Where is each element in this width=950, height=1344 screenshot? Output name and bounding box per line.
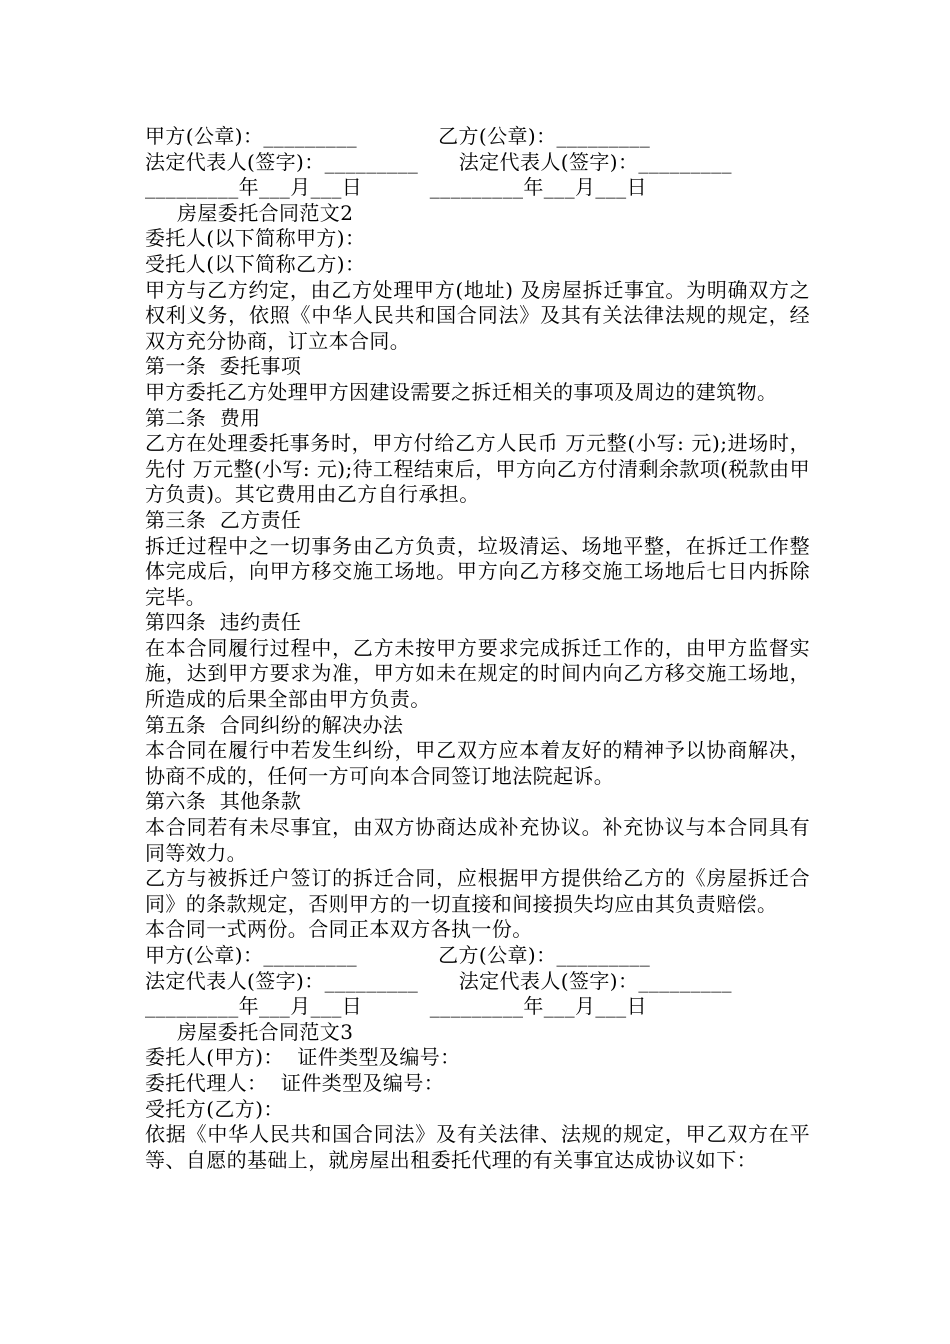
contract-3-proxy: 委托代理人： 证件类型及编号： — [145, 1070, 445, 1095]
document-body — [145, 124, 810, 1173]
signature-representative-line: 法定代表人(签字)：_________ 法定代表人(签字)：_________ — [145, 149, 732, 174]
copies-note: 本合同一式两份。合同正本双方各执一份。 — [145, 917, 533, 942]
article-5-text: 本合同在履行中若发生纠纷，甲乙双方应本着友好的精神予以协商解决，协商不成的，任何一方可向本合同签订地法院起诉。 — [145, 738, 810, 788]
contract-3-agent: 受托方(乙方)： — [145, 1096, 284, 1121]
contract-2-principal: 委托人(以下简称甲方)： — [145, 226, 366, 251]
signature-date-line: _________年___月___日 _________年___月___日 — [145, 175, 647, 200]
article-1-title: 第一条 委托事项 — [145, 354, 302, 379]
article-3-title: 第三条 乙方责任 — [145, 507, 302, 532]
contract-3-intro: 依据《中华人民共和国合同法》及有关法律、法规的规定，甲乙双方在平等、自愿的基础上，就房屋出租委托代理的有关事宜达成协议如下： — [145, 1122, 810, 1172]
article-6-text-2: 乙方与被拆迁户签订的拆迁合同，应根据甲方提供给乙方的《房屋拆迁合同》的条款规定，否则甲方的一切直接和间接损失均应由其负责赔偿。 — [145, 866, 810, 916]
article-3-text: 拆迁过程中之一切事务由乙方负责，垃圾清运、场地平整，在拆迁工作整体完成后，向甲方移交施工场地。甲方向乙方移交施工场地后七日内拆除完毕。 — [145, 533, 810, 609]
contract-2-intro: 甲方与乙方约定，由乙方处理甲方(地址) 及房屋拆迁事宜。为明确双方之权利义务，依照《中华人民共和国合同法》及其有关法律法规的规定，经双方充分协商，订立本合同。 — [145, 277, 810, 353]
article-6-text-1: 本合同若有未尽事宜，由双方协商达成补充协议。补充协议与本合同具有同等效力。 — [145, 815, 810, 865]
contract-2-title: 房屋委托合同范文2 — [177, 200, 354, 225]
contract-3-principal: 委托人(甲方)： 证件类型及编号： — [145, 1045, 461, 1070]
article-2-title: 第二条 费用 — [145, 405, 261, 430]
contract-2-agent: 受托人(以下简称乙方)： — [145, 251, 366, 276]
article-4-text: 在本合同履行过程中，乙方未按甲方要求完成拆迁工作的，由甲方监督实施，达到甲方要求为准，甲方如未在规定的时间内向乙方移交施工场地，所造成的后果全部由甲方负责。 — [145, 635, 810, 712]
contract-3-title: 房屋委托合同范文3 — [177, 1019, 354, 1044]
signature-seal-line: 甲方(公章)：_________ 乙方(公章)：_________ — [145, 124, 651, 148]
article-2-text: 乙方在处理委托事务时，甲方付给乙方人民币 万元整(小写: 元);进场时，先付 万元整(小写: 元);待工程结束后，甲方向乙方付清剩余款项(税款由甲方负责)。其它费用由乙方自行承担。 — [145, 431, 810, 507]
signature-date-line: _________年___月___日 _________年___月___日 — [145, 994, 647, 1019]
article-4-title: 第四条 违约责任 — [145, 610, 302, 635]
signature-seal-line: 甲方(公章)：_________ 乙方(公章)：_________ — [145, 943, 651, 967]
article-1-text: 甲方委托乙方处理甲方因建设需要之拆迁相关的事项及周边的建筑物。 — [145, 379, 778, 404]
article-6-title: 第六条 其他条款 — [145, 789, 302, 814]
signature-representative-line: 法定代表人(签字)：_________ 法定代表人(签字)：_________ — [145, 968, 732, 993]
article-5-title: 第五条 合同纠纷的解决办法 — [145, 712, 404, 737]
